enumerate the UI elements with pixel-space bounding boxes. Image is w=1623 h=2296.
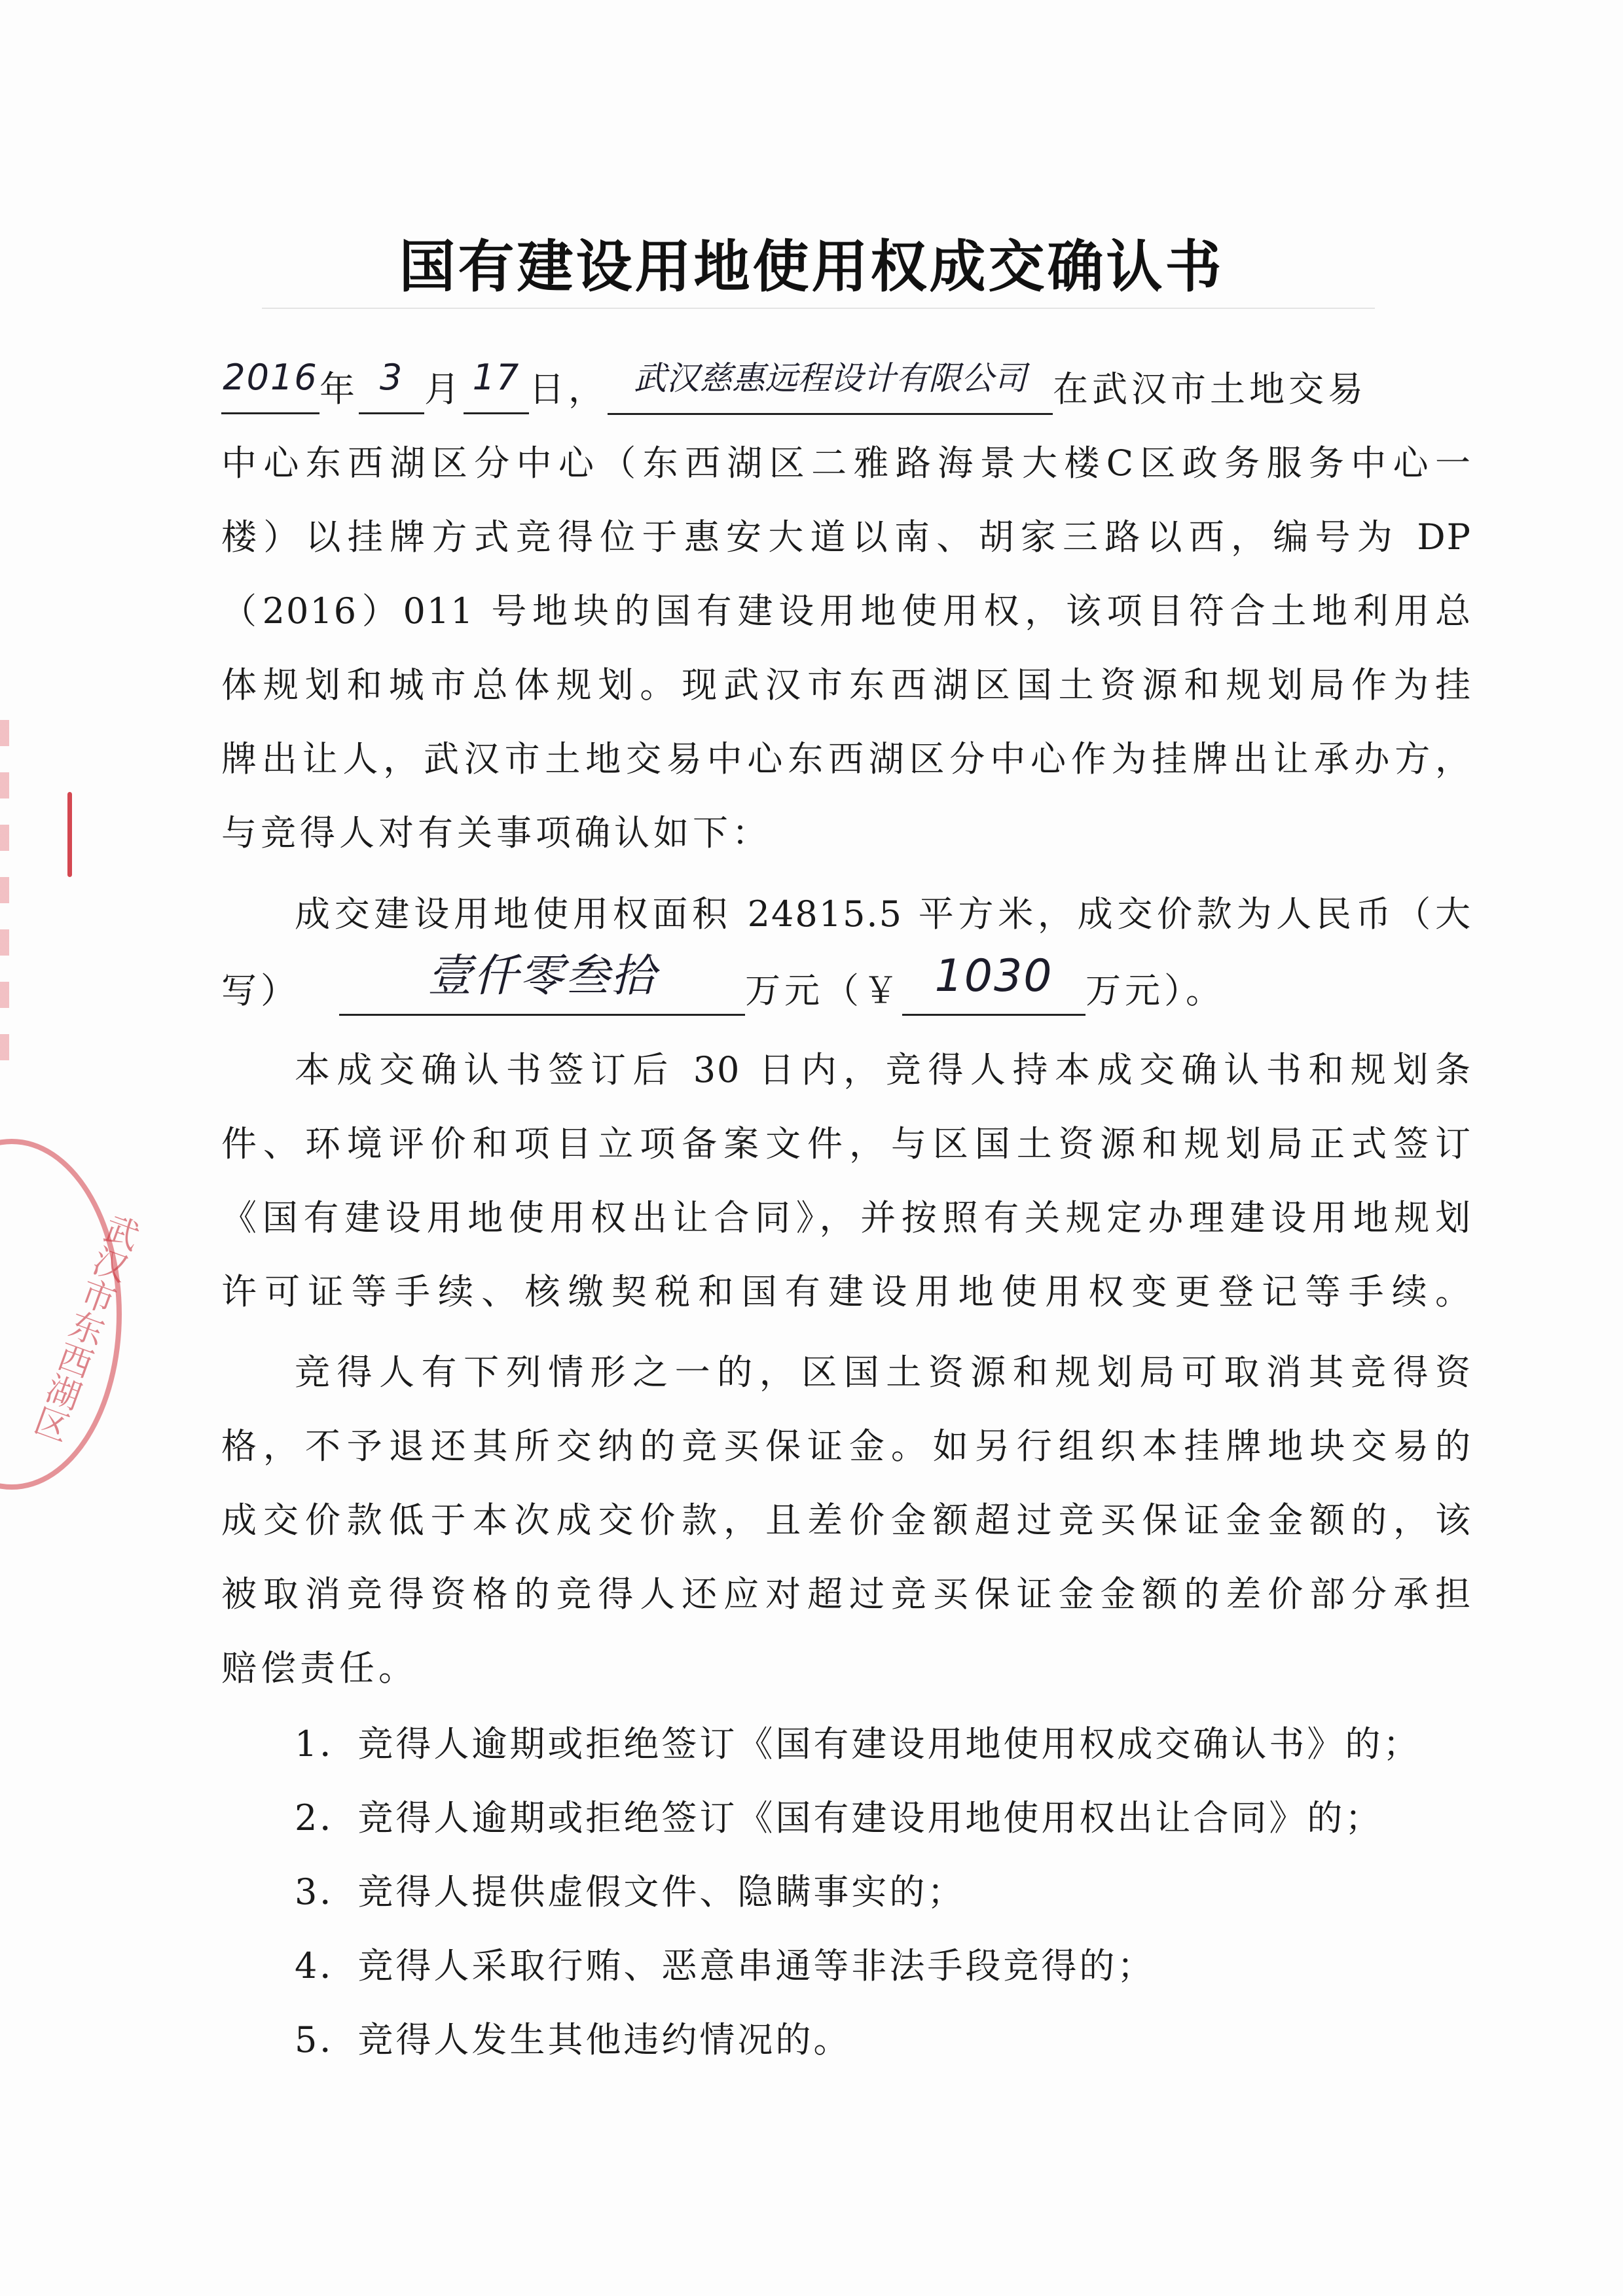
cancel-line-5: 赔偿责任。 [221, 1647, 418, 1689]
cancel-line-1: 竞得人有下列情形之一的，区国土资源和规划局可取消其竞得资 [295, 1352, 1472, 1393]
amount-words-handwritten: 壹仟零叁拾 [427, 950, 657, 1002]
price-suffix: 万元）。 [1085, 970, 1225, 1011]
list-item: 3．竞得人提供虚假文件、隐瞒事实的； [295, 1871, 966, 1912]
price-prefix: 写） [221, 970, 300, 1011]
contract-line-3: 《国有建设用地使用权出让合同》，并按照有关规定办理建设用地规划 [221, 1197, 1472, 1238]
binding-edge-marks [0, 720, 9, 1086]
amount-words-blank [339, 950, 745, 1016]
official-seal-text: 武汉市东西湖区 [24, 1208, 143, 1446]
intro-line-1-tail: 在武汉市土地交易 [1053, 368, 1367, 410]
cancel-line-4: 被取消竞得资格的竞得人还应对超过竞买保证金金额的差价部分承担 [221, 1573, 1472, 1615]
cancel-line-2: 格，不予退还其所交纳的竞买保证金。如另行组织本挂牌地块交易的 [221, 1426, 1472, 1467]
intro-line-4: （2016）011 号地块的国有建设用地使用权，该项目符合土地利用总 [221, 590, 1472, 632]
price-line-2 [221, 950, 1472, 1011]
day-blank [464, 357, 529, 414]
month-handwritten: 3 [379, 357, 404, 398]
contract-line-1: 本成交确认书签订后 30 日内，竞得人持本成交确认书和规划条 [295, 1049, 1472, 1090]
amount-number-blank [902, 950, 1085, 1016]
list-item: 4．竞得人采取行贿、恶意串通等非法手段竞得的； [295, 1945, 1156, 1986]
list-item: 5．竞得人发生其他违约情况的。 [295, 2019, 852, 2060]
intro-line-6: 牌出让人，武汉市土地交易中心东西湖区分中心作为挂牌出让承办方， [221, 738, 1472, 780]
year-blank [221, 357, 319, 414]
intro-line-2: 中心东西湖区分中心（东西湖区二雅路海景大楼C区政务服务中心一 [221, 442, 1472, 484]
month-blank [359, 357, 424, 414]
contract-line-4: 许可证等手续、核缴契税和国有建设用地使用权变更登记等手续。 [221, 1271, 1472, 1312]
intro-line-7: 与竞得人对有关事项确认如下： [221, 812, 771, 853]
cancel-line-3: 成交价款低于本次成交价款，且差价金额超过竞买保证金金额的，该 [221, 1499, 1472, 1541]
amount-number-handwritten: 1030 [934, 950, 1053, 1002]
list-item: 1．竞得人逾期或拒绝签订《国有建设用地使用权成交确认书》的； [295, 1723, 1421, 1765]
list-item: 2．竞得人逾期或拒绝签订《国有建设用地使用权出让合同》的； [295, 1797, 1383, 1839]
price-mid: 万元（￥ [745, 970, 902, 1011]
bleed-through-line [262, 308, 1375, 309]
red-pen-mark [67, 792, 72, 877]
intro-line-5: 体规划和城市总体规划。现武汉市东西湖区国土资源和规划局作为挂 [221, 664, 1472, 706]
intro-line-1 [221, 357, 1472, 412]
document-title: 国有建设用地使用权成交确认书 [399, 234, 1224, 300]
winner-blank [608, 359, 1053, 415]
day-handwritten: 17 [472, 357, 520, 398]
day-unit: 日， [529, 368, 608, 410]
winner-handwritten: 武汉慈惠远程设计有限公司 [634, 359, 1027, 397]
intro-line-3: 楼）以挂牌方式竞得位于惠安大道以南、胡家三路以西，编号为 DP [221, 516, 1472, 558]
year-unit: 年 [319, 368, 359, 410]
price-line-1: 成交建设用地使用权面积 24815.5 平方米，成交价款为人民币（大 [295, 893, 1472, 935]
year-handwritten: 2016 [223, 357, 318, 398]
month-unit: 月 [424, 368, 464, 410]
contract-line-2: 件、环境评价和项目立项备案文件，与区国土资源和规划局正式签订 [221, 1123, 1472, 1164]
